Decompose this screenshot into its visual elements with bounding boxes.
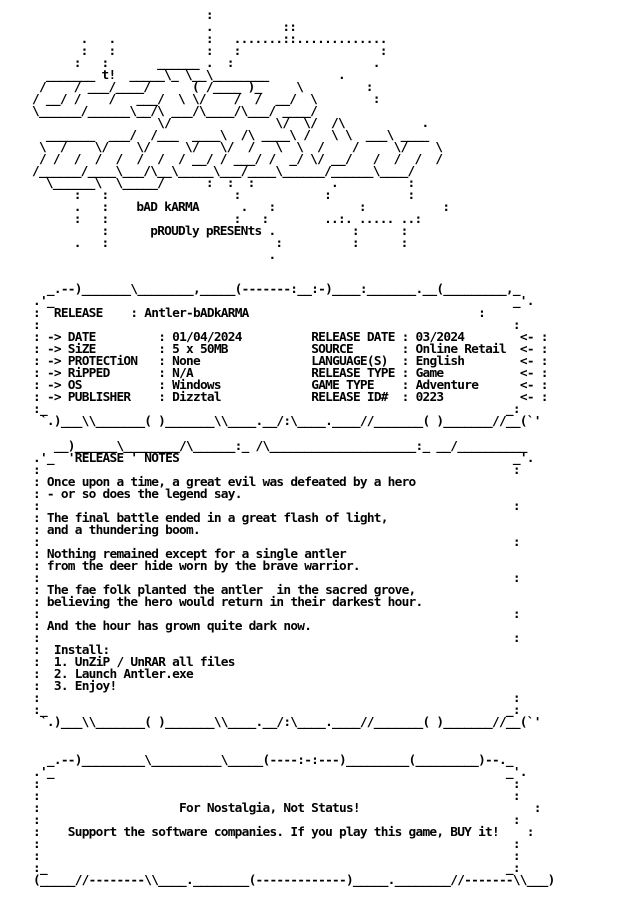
install-step: 3. Enjoy! — [53, 679, 117, 694]
footer-motto: For Nostalgia, Not Status! — [179, 801, 360, 816]
frame-bottom: (_____//--------\\____.________(-------------)_____.________//-------\\___) — [33, 873, 555, 888]
info-row-publisher: -> PUBLISHER : Dizztal RELEASE ID# : 0223 <- — [46, 390, 534, 405]
frame-top: __)______\________/\______:_ /\_____________________:_ __/__________ .'_ — [33, 439, 527, 466]
notes-heading: 'RELEASE ' NOTES — [67, 451, 180, 466]
install-heading: Install: — [53, 643, 110, 658]
frame-top: _.--)_________\__________\_____(----:-:---)_________(_________)--._ .'_ _'. — [33, 753, 527, 780]
release-label: RELEASE — [53, 306, 103, 321]
frame-bottom: `.)___\\_______( )_______\\____.__/:\____.____//_______( )_______//__(`' — [39, 414, 541, 429]
frame-top: _.--)_______\________,_____(-------:__:-)____:_______.__(_________,_ .'_ _'. — [33, 282, 534, 309]
notes-paragraph: Nothing remained except for a single antler — [46, 547, 346, 562]
logo-presents: pROUDly pRESENts — [150, 224, 262, 239]
logo-tag: t! — [101, 68, 116, 83]
release-info-box: _.--)_______\________,_____(-------:__:-)____:_______.__(_________,_ .'_ _'. : RELEASE : Antler-bADkARMA : : : : -> DATE : 01/04/2024 RELEASE DATE : 03/2024 <- : : -> SiZE : 5 x 50MB SOURCE : Online Retail <- : : -> PROTECTiON : None LANGUAGE(S) : English <- : : -> RiPPED : N/A RELEASE TYPE : Game <- : : -> OS : Windows GAME TYPE : Adventure <- : : -> PUBLISHER : Dizztal RELEASE ID# : 0223 <- : :_ _: `.)___\\_______( )_______\\____.__/:\____.____//_______( )_______//__(`' — [33, 282, 548, 429]
notes-paragraph: And the hour has grown quite dark now. — [46, 619, 312, 634]
notes-paragraph: believing the hero would return in their darkest hour. — [46, 595, 423, 610]
frame-bottom: `.)___\\_______( )_______\\____.__/:\____.____//_______( )_______//__(`' — [39, 715, 541, 730]
notes-paragraph: The final battle ended in a great flash of light, — [46, 511, 388, 526]
notes-paragraph: The fae folk planted the antler in the sacred grove, — [46, 583, 416, 598]
footer-message: Support the software companies. If you play this game, BUY it! — [67, 825, 499, 840]
notes-paragraph: - or so does the legend say. — [46, 487, 242, 502]
info-row-size: -> SiZE : 5 x 50MB SOURCE : Online Retail <- — [46, 342, 534, 357]
notes-paragraph: from the deer hide worn by the brave warrior. — [46, 559, 360, 574]
notes-paragraph: and a thundering boom. — [46, 523, 200, 538]
release-name: Antler-bADkARMA — [144, 306, 249, 321]
notes-paragraph: Once upon a time, a great evil was defeated by a hero — [46, 475, 416, 490]
logo-ascii-art: : . :: . . : .......::............. : : : : : : : ______ . : . _______ t! _____\_ \__\________ . / / ___/____/ ( /____ )_ \ : / __/ / / ___/ \ \/ / / __/ \ : \______/______\__/\ ___/\____/\___/ ____/ \/ \/ \/ /\ . _______ ___/ /___ ____\ /\ ____\ / \ \ ___\ ____ \ / \/ \/ \/ \/ / \ \ / / \/ \ / / / / / / / / __/ / ___/ / _/ \/ __/ / / / / /______/____\___/\__\_____\___/____\______/______\____/ \______\ \_____/ : : : . : : : : : : . : bAD kARMA . : : : : : : : ..:. ..... ..: : pROUDly pRESENts . : : . : : : : . — [32, 8, 450, 263]
info-row-os: -> OS : Windows GAME TYPE : Adventure <- — [46, 378, 534, 393]
info-row-ripped: -> RiPPED : N/A RELEASE TYPE : Game <- — [46, 366, 534, 381]
install-step: 2. Launch Antler.exe — [53, 667, 193, 682]
info-row-protection: -> PROTECTiON : None LANGUAGE(S) : English <- — [46, 354, 534, 369]
footer-box: _.--)_________\__________\_____(----:-:---)_________(_________)--._ .'_ _'. : : : : : For Nostalgia, Not Status! : : : : Support the software companies. If you play this game, BUY it! : : : : : :_ _: (_____//--------\\____.________(-------------)_____.________//-------\\___) — [33, 753, 555, 888]
info-row-date: -> DATE : 01/04/2024 RELEASE DATE : 03/2024 <- — [46, 330, 534, 345]
logo-group-name: bAD kARMA — [136, 200, 199, 215]
install-step: 1. UnZiP / UnRAR all files — [53, 655, 235, 670]
release-notes-box: __)______\________/\______:_ /\_____________________:_ __/__________ .'_ 'RELEASE ' NOTES _'. : : : Once upon a time, a great evil was defeated by a hero : - or so does the legend say. : : : The final battle ended in a great flash of light, : and a thundering boom. : : : Nothing remained except for a single antler : from the deer hide worn by the brave warrior. : : : The fae folk planted the antler in the sacred grove, : believing the hero would return in their darkest hour. : : : And the hour has grown quite dark now. : : : Install: : 1. UnZiP / UnRAR all files : 2. Launch Antler.exe : 3. Enjoy! : : :_ _: `.)___\\_______( )_______\\____.__/:\____.____//_______( )_______//__(`' — [33, 439, 541, 730]
